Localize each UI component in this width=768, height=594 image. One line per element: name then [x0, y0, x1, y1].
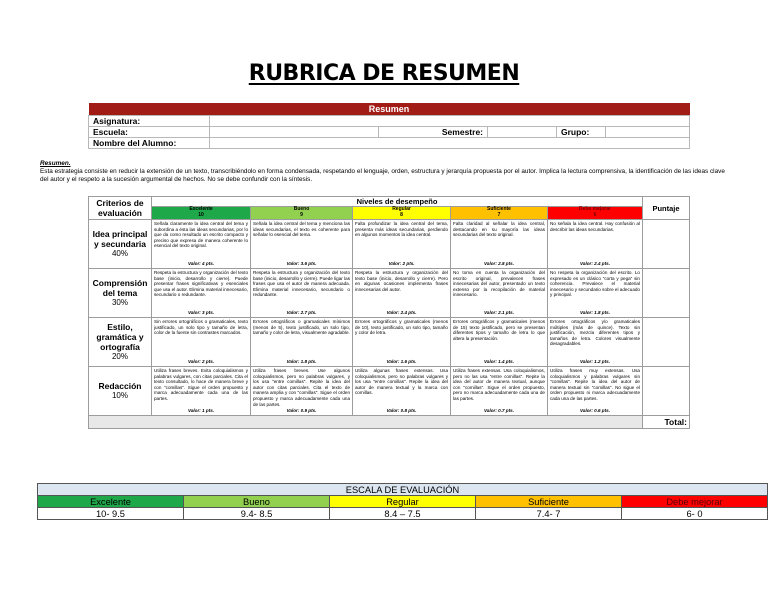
- descriptor-text: Señala la idea central del tema y menciona las ideas secundarias, el texto es coherente para señalar lo esencial del tema.: [253, 221, 350, 238]
- descriptor-cell: [451, 220, 548, 269]
- descriptor-cell: [152, 318, 251, 367]
- score-cell[interactable]: [643, 220, 690, 269]
- header-band: Resumen: [89, 103, 690, 116]
- levels-header: Niveles de desempeño: [152, 197, 643, 207]
- descriptor-cell: [251, 269, 353, 318]
- total-spacer: [89, 416, 643, 429]
- descriptor-cell: [451, 269, 548, 318]
- rubric-row: [89, 367, 690, 416]
- descriptor-cell: [152, 367, 251, 416]
- level-name: Suficiente: [487, 206, 511, 213]
- descriptor-text: No respeta la organización del escrito. Lo expresado es un clásico "corta y pega" sin coherencia. Prevalece el material innecesario y secundario sobre el adecuado y principal.: [550, 270, 640, 298]
- descriptor-text: Falta profundizar la idea central del tema, presenta más ideas secundarias, perdiendo en algunos momentos la idea central.: [355, 221, 448, 238]
- criterion-name: Redacción: [98, 381, 142, 391]
- descriptor-cell: [548, 367, 643, 416]
- criterion-weight: 20%: [111, 352, 128, 361]
- descriptor-value: Valor: 2.1 pts.: [484, 310, 514, 316]
- grupo-field[interactable]: [606, 127, 690, 138]
- scale-range-3: 7.4- 7: [476, 508, 622, 520]
- descriptor-value: Valor: 0.8 pts.: [386, 408, 417, 414]
- descriptor-text: Utiliza frases breves. Evita coloquialismos y palabras vulgares, con citas parciales. Cita el texto consultado, lo hace de manera breve y con "comillas". Sigue el orden propuesto y marca adecuadamente cada una de las partes.: [154, 368, 248, 401]
- escuela-field[interactable]: [210, 127, 379, 138]
- criteria-header: Criterios de evaluación: [89, 197, 152, 220]
- scale-level-4: Debe mejorar: [622, 496, 768, 508]
- descriptor-cell: [451, 318, 548, 367]
- level-header-3: [451, 207, 548, 220]
- descriptor-value: Valor: 2 pts.: [187, 359, 215, 365]
- descriptor-text: Respeta la estructura y organización del texto base (inicio, desarrollo y cierre). Puede ligar las frases que usa el autor de manera adecuada. Elimina material innecesario, secundario o redundante.: [253, 270, 350, 298]
- criterion-name: Comprensión del tema: [92, 278, 148, 298]
- descriptor-text: Errores ortográficos y gramaticales (menos de 15) texto justificado, pero se presentan diferentes tipos y tamaño de letra lo que altera la presentación.: [453, 319, 545, 341]
- level-points: 7: [497, 211, 501, 218]
- level-name: Excelente: [189, 206, 213, 213]
- descriptor-text: Errores ortográficos y/o gramaticales múltiples (más de quince). Texto sin justificación, mezcla diferentes tipos y tamaños de letra. Colores visualmente desagradables.: [550, 319, 640, 347]
- descriptor-text: Señala claramente la idea central del tema y subordina a ésta las ideas secundarias, por lo que da como resultado un escrito compacto y preciso que expresa de manera coherente lo esencial del texto original.: [154, 221, 248, 249]
- descriptor-value: Valor: 1.4 pts.: [484, 359, 514, 365]
- descriptor-value: Valor: 1.8 pts.: [286, 359, 317, 365]
- page-title: [0, 61, 768, 86]
- level-points: 8: [400, 211, 403, 218]
- semestre-label: Semestre:: [379, 127, 488, 138]
- descriptor-cell: [251, 220, 353, 269]
- descriptor-value: Valor: 0.7 pts.: [484, 408, 514, 414]
- level-header-2: [353, 207, 451, 220]
- total-label: Total:: [643, 416, 690, 429]
- total-row: [89, 416, 690, 429]
- level-header-0: [152, 207, 251, 220]
- criterion-name: Idea principal y secundaria: [92, 229, 148, 249]
- level-name: Bueno: [293, 206, 310, 213]
- descriptor-text: Errores ortográficos y gramaticales (menos de 10), texto justificado, un solo tipo, tamaño y color de letra.: [355, 319, 448, 336]
- scale-range-0: 10- 9.5: [38, 508, 184, 520]
- rubric-row: [89, 318, 690, 367]
- descriptor-cell: [251, 318, 353, 367]
- alumno-label: Nombre del Alumno:: [89, 138, 210, 149]
- descriptor-text: Errores ortográficos o gramaticales mínimos (menos de 5), texto justificado, un solo tipo, tamaño y color de letra, visualmente agradable.: [253, 319, 350, 336]
- criterion-cell: [89, 318, 152, 367]
- descriptor-cell: [451, 367, 548, 416]
- scale-title: ESCALA DE EVALUACIÓN: [38, 484, 768, 496]
- criterion-weight: 40%: [111, 249, 128, 258]
- criterion-name: Estilo, gramática y ortografía: [96, 322, 144, 352]
- asignatura-field[interactable]: [210, 116, 690, 127]
- score-header: Puntaje: [643, 197, 690, 220]
- descriptor-value: Valor: 2.7 pts.: [286, 310, 317, 316]
- descriptor-value: Valor: 0.9 pts.: [286, 408, 317, 414]
- score-cell[interactable]: [643, 269, 690, 318]
- scale-range-2: 8.4 – 7.5: [330, 508, 476, 520]
- descriptor-cell: [548, 220, 643, 269]
- rubric-row: [89, 220, 690, 269]
- scale-level-1: Bueno: [184, 496, 330, 508]
- descriptor-text: Utiliza frases breves. Use algunos coloquialismos, pero no palabras vulgares, y los usa "entre comillas". Repite la idea del autor con citas parciales. Cita el texto de manera amplia y con "comillas". Sigue el orden propuesto y marca adecuadamente cada una de las partes.: [253, 368, 350, 407]
- descriptor-text: Falta claridad al señalar la idea central, destacando en su mayoría las ideas secundarias del texto original.: [453, 221, 545, 238]
- level-header-1: [251, 207, 353, 220]
- criterion-cell: [89, 367, 152, 416]
- evaluation-scale-table: [37, 483, 768, 520]
- descriptor-text: Utiliza algunas frases extensas. Usa coloquialismos, pero no palabras vulgares y los usa "entre comillas". Repite la idea del autor de manera textual y la marca con comillas.: [355, 368, 448, 396]
- scale-level-0: Excelente: [38, 496, 184, 508]
- descriptor-text: Utiliza frases muy extensas. Usa coloquialismos y palabras vulgares sin "comillas". Repite la idea del autor de manera textual sin "comillas". No sigue el orden propuesto ni marca adecuadamente cada una de las partes.: [550, 368, 640, 401]
- descriptor-value: Valor: 2.4 pts.: [580, 261, 610, 267]
- alumno-field[interactable]: [210, 138, 690, 149]
- descriptor-value: Valor: 2.4 pts.: [386, 310, 417, 316]
- score-cell[interactable]: [643, 318, 690, 367]
- descriptor-text: Sin errores ortográficos o gramaticales, texto justificado, un solo tipo y tamaño de letra, color de la fuente sin contrastes marcados.: [154, 319, 248, 336]
- rubric-row: [89, 269, 690, 318]
- descriptor-value: Valor: 2.8 pts.: [484, 261, 514, 267]
- descriptor-text: No toma en cuenta la organización del escrito original, prevalecen frases innecesarias del autor, presentado un texto extenso por la recopilación de material innecesario.: [453, 270, 545, 298]
- page-title-text: RUBRICA DE RESUMEN: [248, 61, 520, 86]
- criterion-cell: [89, 269, 152, 318]
- descriptor-cell: [548, 318, 643, 367]
- descriptor-cell: [353, 367, 451, 416]
- descriptor-text: Utiliza frases extensas. Usa coloquialismos, pero no las usa "entre comillas". Repite la idea del autor de manera textual, aunque con "comillas". Sigue el orden propuesto, pero no marca adecuadamente cada una de las partes.: [453, 368, 545, 401]
- descriptor-cell: [152, 220, 251, 269]
- descriptor-cell: [548, 269, 643, 318]
- descriptor-cell: [353, 220, 451, 269]
- level-header-4: [548, 207, 643, 220]
- scale-range-1: 9.4- 8.5: [184, 508, 330, 520]
- descriptor-cell: [353, 318, 451, 367]
- descriptor-cell: [353, 269, 451, 318]
- intro-text: Esta estrategia consiste en reducir la extensión de un texto, transcribiéndolo en forma condensada, respetando el lenguaje, orden, estructura y jerarquía propuesta por el autor. Implica la lectura comprensiva, la identificación de las ideas clave del autor y el respeto a la sucesión argumental de hechos. No se debe confundir con la síntesis.: [40, 168, 725, 183]
- criterion-weight: 30%: [111, 298, 128, 307]
- semestre-field[interactable]: [488, 127, 557, 138]
- descriptor-value: Valor: 1.8 pts.: [580, 310, 610, 316]
- grupo-label: Grupo:: [557, 127, 606, 138]
- descriptor-text: Respeta la estructura y organización del texto base (inicio, desarrollo y cierre). Pero en algunas ocasiones implementa frases innecesarias del autor.: [355, 270, 448, 292]
- intro-paragraph: [40, 160, 730, 184]
- descriptor-value: Valor: 1.6 pts.: [386, 359, 417, 365]
- descriptor-value: Valor: 3.6 pts.: [286, 261, 317, 267]
- descriptor-value: Valor: 2 pts.: [388, 261, 415, 267]
- descriptor-value: Valor: 4 pts.: [187, 261, 215, 267]
- level-points: 6: [593, 211, 597, 218]
- scale-level-2: Regular: [330, 496, 476, 508]
- student-info-table: [88, 103, 690, 149]
- descriptor-value: Valor: 0.6 pts.: [580, 408, 610, 414]
- level-name: Regular: [392, 206, 411, 213]
- escuela-label: Escuela:: [89, 127, 210, 138]
- descriptor-text: No señala la idea central. Hay confusión al describir las ideas secundarias.: [550, 221, 640, 232]
- criterion-weight: 10%: [111, 391, 128, 400]
- descriptor-text: Respeta la estructura y organización del texto base (inicio, desarrollo y cierre). Puede presentar frases significativas y esenciales que usa el autor. Elimina material innecesario, secundario o redundante.: [154, 270, 248, 298]
- criterion-cell: [89, 220, 152, 269]
- descriptor-cell: [251, 367, 353, 416]
- asignatura-label: Asignatura:: [89, 116, 210, 127]
- rubric-table: [88, 196, 690, 429]
- descriptor-value: Valor: 1.2 pts.: [580, 359, 610, 365]
- descriptor-value: Valor: 3 pts.: [187, 310, 215, 316]
- level-points: 9: [300, 211, 303, 218]
- level-name: Debe mejorar: [579, 206, 611, 213]
- descriptor-value: Valor: 1 pts.: [187, 408, 215, 414]
- score-cell[interactable]: [643, 367, 690, 416]
- descriptor-cell: [152, 269, 251, 318]
- intro-label: Resumen.: [40, 160, 71, 167]
- scale-range-4: 6- 0: [622, 508, 768, 520]
- scale-level-3: Suficiente: [476, 496, 622, 508]
- level-points: 10: [198, 211, 204, 218]
